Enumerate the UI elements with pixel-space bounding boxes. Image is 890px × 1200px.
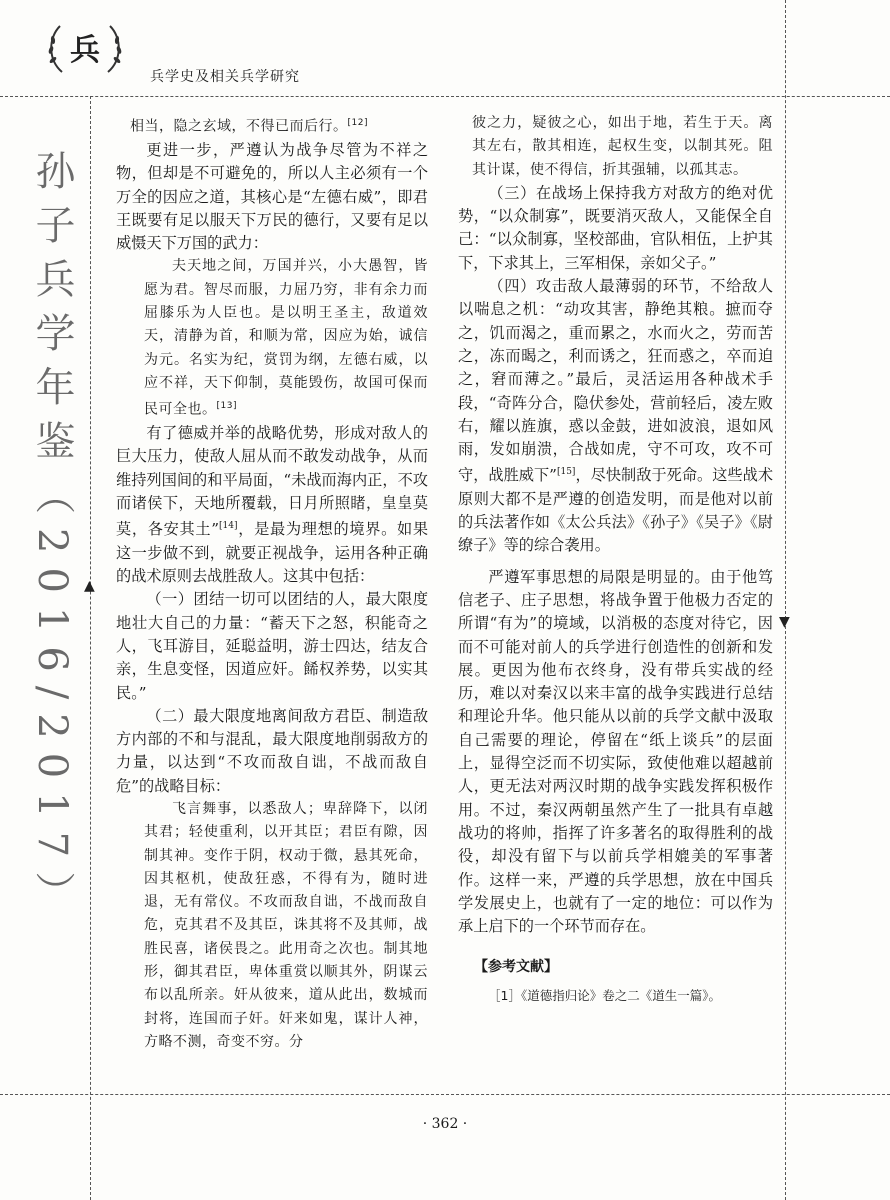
left-text-column: [116, 112, 428, 1054]
down-arrow-icon: ▼: [779, 614, 790, 630]
paragraph: 更进一步，严遵认为战争尽管为不祥之物，但却是不可避免的，所以人主必须有一个万全的因应之道，其核心是“左德右威”，即君王既要有足以服天下万民的德行，又要有足以威慑天下万国的武力：: [116, 140, 428, 253]
footnote-ref: [12]: [347, 118, 368, 128]
right-margin-rule: [785, 0, 786, 1200]
references-heading: 【参考文献】: [474, 959, 558, 976]
footer-rule: [0, 1094, 890, 1095]
running-header: 兵学史及相关兵学研究: [150, 69, 300, 85]
footnote-ref: [13]: [216, 401, 237, 412]
logo-glyph: 兵: [70, 33, 100, 68]
paragraph: （三）在战场上保持我方对敌方的绝对优势，“以众制寡”，既要消灭敌人，又能保全自己：“以众制寡，坚校部曲，官队相伍，上护其下，下求其上，三军相保，亲如父子。”: [458, 183, 773, 272]
reference-item: ［1］《道德指归论》卷之二《道生一篇》。: [488, 987, 721, 1003]
paragraph: （一）团结一切可以团结的人，最大限度地壮大自己的力量：“蓄天下之怒，积能奇之人，飞耳游目，延聪益明，游士四达，结友合亲，生息变怪，因道应奸。餙权养势，以实其民。”: [116, 590, 428, 702]
paragraph: （四）攻击敌人最薄弱的环节，不给敌人以喘息之机：“动攻其害，静绝其粮。摭而夺之，饥而渴之，重而累之，水而火之，劳而苦之，冻而暍之，利而诱之，狂而惑之，卒而迫之，窘而薄之。”最后，灵活运用各种战术手段，“奇阵分合，隐伏参处，营前轻后，凌左败右，耀以旌旗，惑以金鼓，进如波浪，退如风雨，发如崩溃，合战如虎，守不可攻，攻不可守，战胜威下”[15]，尽快制敌于死命。这些战术原则大都不是严遵的创造发明，而是他对以前的兵法著作如《太公兵法》《孙子》《吴子》《尉缭子》等的综合袭用。: [458, 277, 774, 555]
paragraph: （二）最大限度地离间敌方君臣、制造敌方内部的不和与混乱，最大限度地削弱敌方的力量，以达到“不攻而敌自诎，不战而敌自危”的战略目标：: [116, 706, 428, 795]
right-text-column: [458, 112, 773, 1007]
up-arrow-icon: ▲: [84, 578, 95, 594]
side-book-title: 孙子兵学年鉴（2016/2017）: [29, 150, 75, 926]
block-quote: 夫天地之间，万国并兴，小大愚智，皆愿为君。智尽而服，力屈乃穷，非有余力而屈膝乐为人臣也。是以明王圣主，敌道效天，清静为首，和顺为常，因应为始，诚信为元。名实为纪，赏罚为纲，左德右威，以应不祥，天下仰制，莫能毁伤，故国可保而民可全也。[13]: [144, 258, 428, 418]
quote-tail: 相当，隐之玄域，不得已而后行。[12]: [130, 118, 368, 135]
paragraph: 严遵军事思想的局限是明显的。由于他笃信老子、庄子思想，将战争置于他极力否定的所谓“有为”的境域，以消极的态度对待它，因而不可能对前人的兵学进行创造性的创新和发展。更因为他布衣终身，没有带兵实战的经历，难以对秦汉以来丰富的战争实践进行总结和理论升华。他只能从以前的兵学文献中汲取自己需要的理论，停留在“纸上谈兵”的层面上，显得空泛而不切实际，致使他难以超越前人，更无法对两汉时期的战争实践发挥积极作用。不过，秦汉两朝虽然产生了一批具有卓越战功的将帅，指挥了许多著名的取得胜利的战役，却没有留下与以前兵学相媲美的军事著作。这样一来，严遵的兵学思想，放在中国兵学发展史上，也就有了一定的地位：可以作为承上启下的一个环节而存在。: [458, 567, 773, 936]
left-margin-rule: [90, 96, 91, 1200]
page-number: · 362 ·: [422, 1116, 468, 1132]
journal-logo: [40, 20, 130, 80]
footnote-ref: [15]: [556, 467, 576, 478]
block-quote: 飞言舞事，以悉敌人；卑辞降下，以闭其君；轻使重利，以开其臣；君臣有隙，因制其神。变作于阴，权动于微，悬其死命，因其枢机，使敌狂惑，不得有为，随时进退，无有常仪。不攻而敌自诎，不战而敌自危，克其君不及其臣，诛其将不及其师，战胜民喜，诸侯畏之。此用奇之次也。制其地形，御其君臣，卑体重赏以顺其外，阴谋云布以乱所亲。奸从彼来，道从此出，数城而封将，连国而子奸。奸来如鬼，谋计人神，方略不测，奇变不穷。分: [144, 800, 428, 1050]
paragraph: 有了德威并举的战略优势，形成对敌人的巨大压力，使敌人屈从而不敢发动战争，从而维持列国间的和平局面，“未战而海内正，不攻而诸侯下，天地所覆载，日月所照睹，皇皇莫莫，各安其土”[14]，是最为理想的境界。如果这一步做不到，就要正视战争，运用各种正确的战术原则去战胜敌人。这其中包括：: [116, 424, 428, 586]
header-rule: [0, 96, 890, 97]
block-quote-continued: 彼之力，疑彼之心，如出于地，若生于天。离其左右，散其相连，起权生变，以制其死。阻其计谋，使不得信，折其强辅，以孤其志。: [472, 115, 773, 178]
footnote-ref: [14]: [219, 521, 238, 532]
